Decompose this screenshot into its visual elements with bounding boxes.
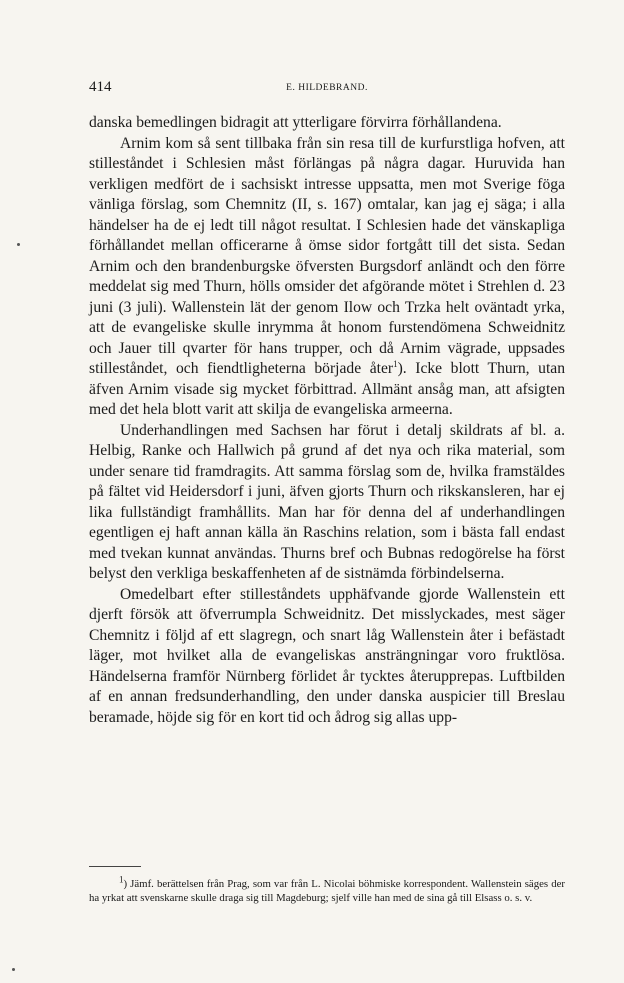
scan-speck (12, 968, 15, 971)
body-text (89, 113, 565, 728)
footnote-text: ) Jämf. berättelsen från Prag, som var från L. Nicolai böhmiske korrespondent. Wallenstein säges der ha yrkat att svenskarne skulle draga sig till Magdeburg; sjelf ville han med de sina gå till Elsass o. s. v. (89, 878, 565, 904)
paragraph-2: Arnim kom så sent tillbaka från sin resa till de kurfurstliga hofven, att stilleståndet i Schlesien måst förlängas på några dagar. Huruvida han verkligen medfört de i sachsiskt intresse uppsatta, men mot Sverige föga vänliga förslag, som Chemnitz (II, s. 167) omtalar, kan jag ej säga; i alla händelser ha de ej ledt till något resultat. I Schlesien hade det vänskapliga förhållandet mellan officerarne å ömse sidor fortgått till det sista. Sedan Arnim och den brandenburgske öfversten Burgsdorf anländt och den förre meddelat sig med Thurn, hölls omsider det afgörande mötet i Strehlen d. 23 juni (3 juli). Wallenstein lät der genom Ilow och Trzka helt oväntadt yrka, att de evangeliske skulle inrymma åt honom furstendömena Schweidnitz och Jauer till qvarter för hans trupper, och då Arnim vägrade, uppsades stilleståndet, och fiendtligheterna började åter$^1$). Icke blott Thurn, utan äfven Arnim visade sig mycket förbittrad. Allmänt ansåg man, att afsigten med det hela blott varit att skilja de evangeliska armeerna. (89, 134, 565, 418)
footnote-rule (89, 866, 141, 867)
footnote-ref: 1 (393, 358, 398, 369)
footnote (89, 874, 565, 906)
paragraph-1: danska bemedlingen bidragit att ytterligare förvirra förhållandena. (89, 114, 502, 131)
running-head: E. HILDEBRAND. (286, 83, 368, 93)
page-header (89, 79, 565, 101)
paragraph-4: Omedelbart efter stilleståndets upphäfvande gjorde Wallenstein ett djerft försök att öfverrumpla Schweidnitz. Det misslyckades, mest säger Chemnitz i följd af ett slagregn, och snart låg Wallenstein åter i befästadt läger, mot hvilket alla de evangeliskas ansträngningar voro fruktlösa. Händelserna framför Nürnberg förlidet år tycktes återupprepas. Luftbilden af en annan fredsunderhandling, den under danska auspicier till Breslau beramade, höjde sig för en kort tid och ådrog sig allas upp- (89, 585, 565, 726)
footnote-marker: 1 (119, 874, 124, 885)
scan-speck (17, 243, 20, 246)
paragraph-3: Underhandlingen med Sachsen har förut i detalj skildrats af bl. a. Helbig, Ranke och Hallwich på grund af det nya och rika material, som under senare tid framdragits. Att samma förslag som de, hvilka framstäldes på fältet vid Heidersdorf i juni, äfven gjorts Thurn och rikskansleren, har ej lika fullständigt framhållits. Man har för denna del af underhandlingen egentligen ej haft annan källa än Raschins relation, som i bästa fall endast med tvekan kunnat användas. Thurns bref och Bubnas redogörelse ha först belyst den verkliga beskaffenheten af de sistnämda förbindelserna. (89, 421, 565, 582)
page-number: 414 (89, 79, 112, 95)
